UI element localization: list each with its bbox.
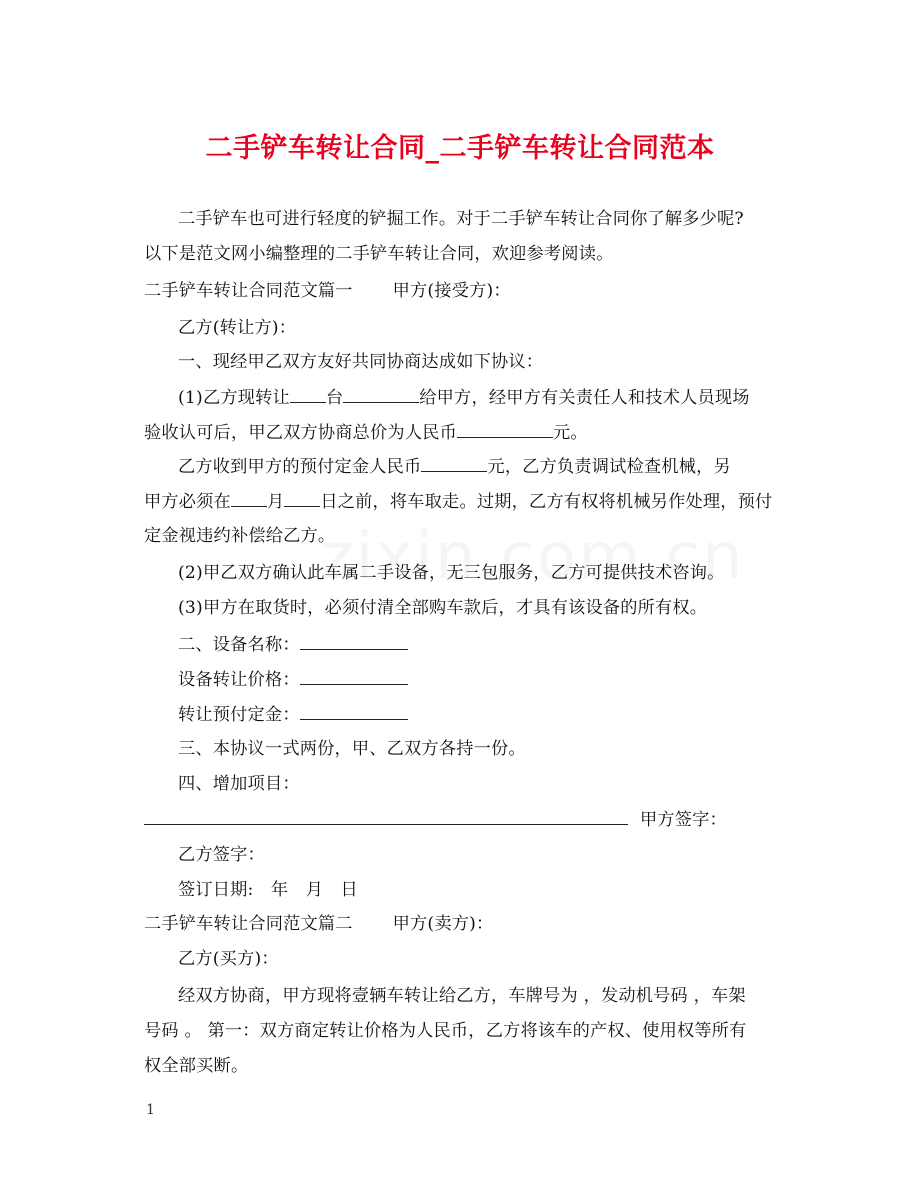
clause-text: 台	[325, 388, 344, 408]
clause-text: 给甲方，经甲方有关责任人和技术人员现场	[419, 388, 750, 408]
paragraph-line: 经双方协商，甲方现将壹辆车转让给乙方，车牌号为 ，发动机号码 ，车架	[178, 986, 746, 1006]
blank-field	[231, 490, 267, 507]
section-heading-line	[144, 913, 493, 935]
field-line	[178, 668, 408, 691]
field-line	[178, 703, 408, 726]
signing-date-label: 签订日期: 年 月 日	[178, 880, 358, 900]
party-a-label: 甲方(卖方)：	[392, 914, 494, 934]
clause-line: 四、增加项目：	[178, 774, 300, 794]
field-line	[178, 633, 408, 656]
party-b-label: 乙方(买方)：	[178, 949, 279, 969]
clause-line: 定金视违约补偿给乙方。	[144, 526, 336, 546]
clause-text: 元。	[552, 423, 588, 443]
clause-line	[178, 386, 750, 409]
field-label: 二、设备名称：	[178, 635, 300, 655]
party-a-label: 甲方(接受方)：	[392, 281, 511, 301]
party-a-signature-label: 甲方签字：	[640, 810, 727, 830]
clause-text: 验收认可后，甲乙双方协商总价为人民币	[144, 423, 457, 443]
paragraph-line: 号码 。 第一：双方商定转让价格为人民币，乙方将该车的产权、使用权等所有	[144, 1021, 747, 1041]
signature-line	[144, 808, 727, 831]
blank-field	[284, 490, 320, 507]
field-label: 设备转让价格：	[178, 670, 300, 690]
party-b-label: 乙方(转让方)：	[178, 318, 297, 338]
clause-text: 月	[266, 492, 285, 512]
clause-text: 甲方必须在	[144, 492, 231, 512]
clause-line	[144, 490, 772, 513]
clause-heading: 一、现经甲乙双方友好共同协商达成如下协议：	[178, 352, 544, 372]
clause-text: (1)乙方现转让	[178, 388, 290, 408]
blank-field	[300, 703, 408, 720]
blank-field	[290, 386, 326, 403]
page-number: 1	[146, 1102, 155, 1118]
section-heading: 二手铲车转让合同范文篇一	[144, 281, 353, 301]
blank-field	[457, 421, 553, 438]
section-heading-line	[144, 280, 511, 302]
document-title: 二手铲车转让合同_二手铲车转让合同范本	[205, 133, 715, 164]
clause-line: 三、本协议一式两份，甲、乙双方各持一份。	[178, 739, 526, 759]
clause-text: 日之前，将车取走。过期，乙方有权将机械另作处理，预付	[320, 492, 773, 512]
clause-text: 元，乙方负责调试检查机械，另	[487, 457, 731, 477]
paragraph-line: 二手铲车也可进行轻度的铲掘工作。对于二手铲车转让合同你了解多少呢?	[178, 209, 744, 229]
clause-text: 乙方收到甲方的预付定金人民币	[178, 457, 422, 477]
blank-field	[421, 455, 487, 472]
party-b-signature-label: 乙方签字：	[178, 845, 265, 865]
blank-field	[144, 808, 628, 825]
blank-field	[300, 668, 408, 685]
field-label: 转让预付定金：	[178, 705, 300, 725]
blank-field	[300, 633, 408, 650]
clause-line	[178, 455, 731, 478]
blank-field	[343, 386, 419, 403]
clause-line: (2)甲乙双方确认此车属二手设备，无三包服务，乙方可提供技术咨询。	[178, 563, 725, 583]
section-heading: 二手铲车转让合同范文篇二	[144, 914, 353, 934]
clause-line: (3)甲方在取货时，必须付清全部购车款后，才具有该设备的所有权。	[178, 598, 708, 618]
clause-line	[144, 421, 588, 444]
paragraph-line: 以下是范文网小编整理的二手铲车转让合同，欢迎参考阅读。	[144, 244, 614, 264]
paragraph-line: 权全部买断。	[144, 1056, 249, 1076]
